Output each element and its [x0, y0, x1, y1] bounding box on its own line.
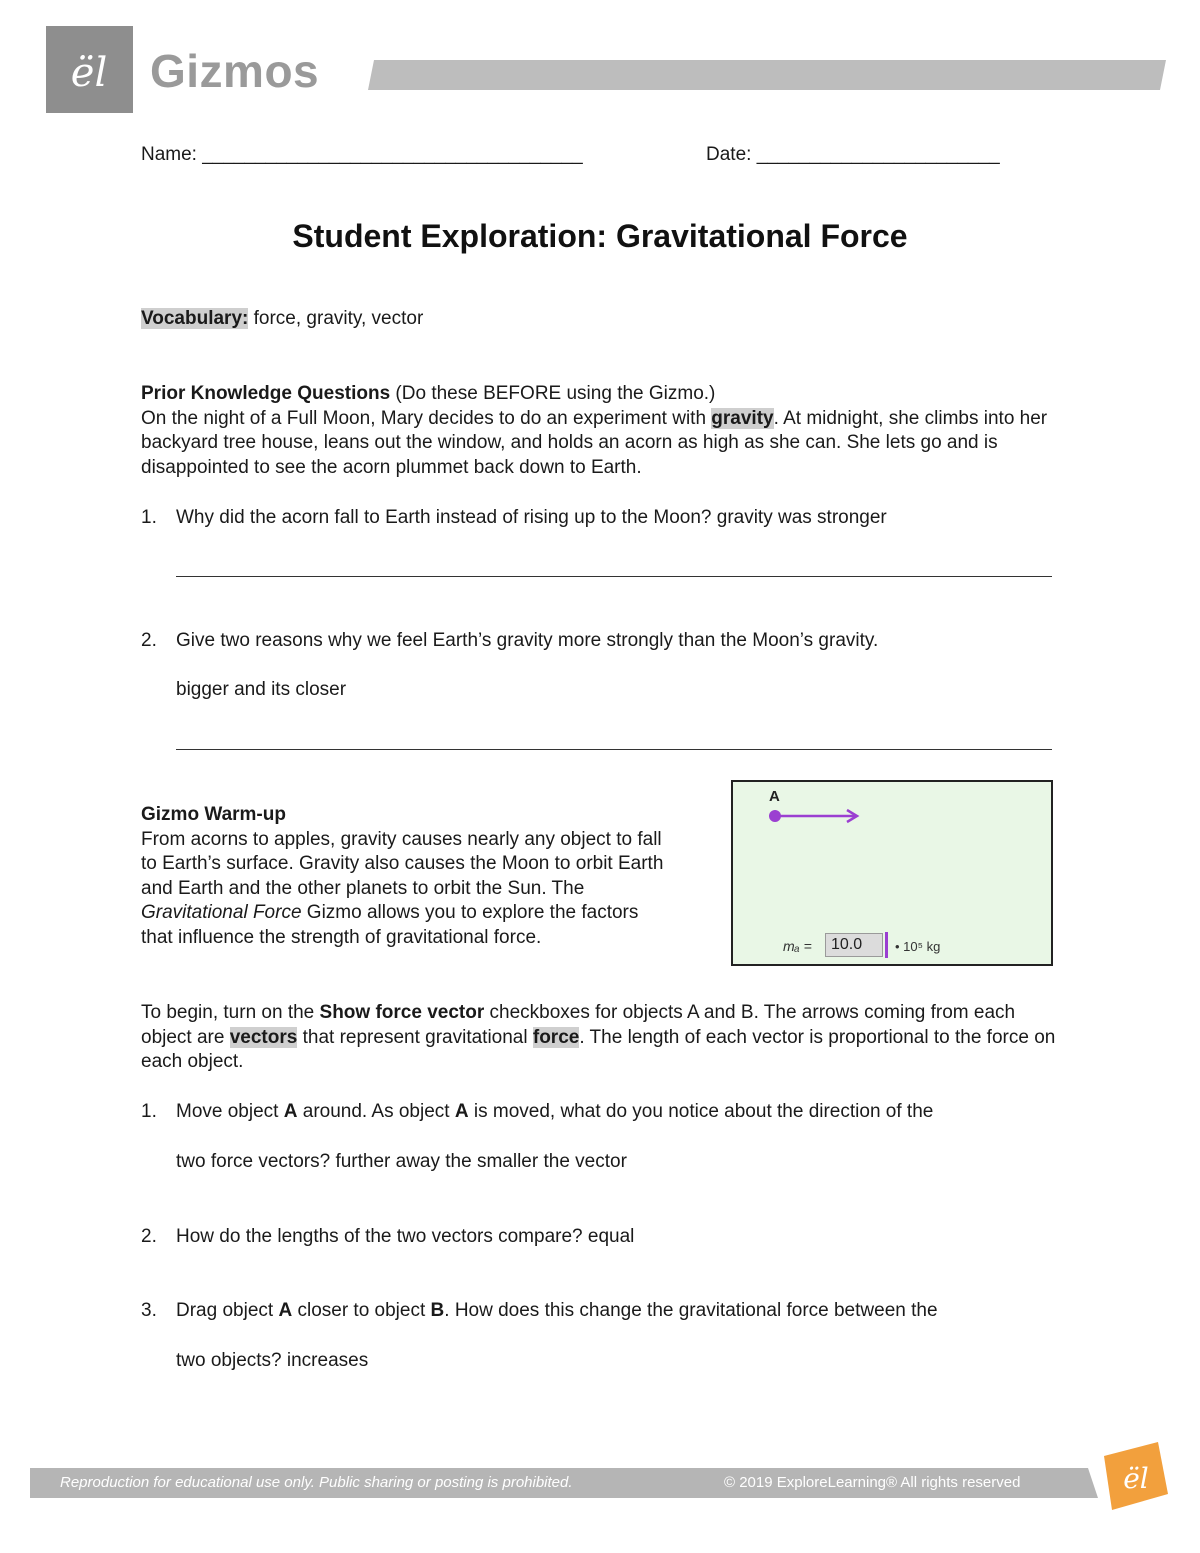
explorelearning-logo: [46, 26, 133, 113]
object-a-label: A: [769, 788, 780, 805]
wq3-pre: Drag object: [176, 1300, 279, 1321]
force-vector-arrow-icon: [767, 806, 863, 826]
warmup-question-2: How do the lengths of the two vectors compare? equal: [176, 1226, 635, 1247]
warmup-para-2: Gizmo allows you to explore the factors that influence the strength of gravitational force.: [141, 902, 639, 948]
begin-text-4: . The length of each vector is proportional to the force on each object.: [141, 1026, 1056, 1073]
date-field-label: Date: _______________________: [706, 144, 1000, 165]
prior-question-2-number: 2.: [141, 630, 157, 651]
vocabulary-line: [141, 307, 1061, 332]
mass-unit-label: • 10⁵ kg: [895, 939, 941, 954]
wq1-b2: A: [454, 1101, 469, 1122]
page-title: Student Exploration: Gravitational Force: [292, 218, 908, 254]
prior-question-2: Give two reasons why we feel Earth’s gravity more strongly than the Moon’s gravity.: [176, 630, 879, 651]
wq3-b2: B: [430, 1300, 445, 1321]
prior-para-1: On the night of a Full Moon, Mary decides to do an experiment with: [141, 407, 712, 429]
prior-knowledge-section: [141, 382, 1061, 480]
warmup-paragraph: [141, 828, 673, 951]
warmup-para-italic: Gravitational Force: [141, 902, 302, 924]
footer-logo-glyph: ël: [1123, 1462, 1149, 1495]
wq3-mid: closer to object: [292, 1300, 431, 1321]
mass-label: mₐ =: [783, 938, 812, 954]
begin-text-2: checkboxes for objects A and B. The arrows coming from each object are: [141, 1002, 1016, 1048]
logo-glyph: ël: [70, 50, 108, 96]
wq1-b1: A: [283, 1101, 298, 1122]
prior-heading-text: Prior Knowledge Questions: [141, 383, 391, 404]
warmup-question-1-line2: two force vectors? further away the smaller the vector: [176, 1151, 627, 1172]
mass-slider-handle[interactable]: [885, 932, 888, 958]
warmup-question-3: [176, 1299, 1056, 1324]
prior-question-1-number: 1.: [141, 507, 157, 528]
begin-bold-1: Show force vector: [319, 1002, 485, 1023]
header-bar: [368, 60, 1166, 90]
begin-text-1: To begin, turn on the: [141, 1002, 320, 1023]
begin-text-3: that represent gravitational: [297, 1026, 533, 1048]
prior-para-vocab: gravity: [711, 407, 774, 429]
prior-question-1: Why did the acorn fall to Earth instead of rising up to the Moon? gravity was stronger: [176, 507, 887, 528]
vocabulary-label: Vocabulary:: [141, 308, 249, 329]
el-footer-logo-icon: [1098, 1442, 1170, 1512]
wq1-pre: Move object: [176, 1101, 284, 1122]
begin-vocab-force: force: [532, 1026, 580, 1048]
el-logo-icon: [46, 26, 133, 113]
warmup-question-1-number: 1.: [141, 1101, 157, 1122]
prior-para-2: . At midnight, she climbs into her backyard tree house, leans out the window, and holds an acorn as high as she can. She lets go and is disappointed to see the acorn plummet back down to Earth.: [141, 407, 1048, 478]
warmup-section: [141, 803, 673, 951]
footer-copyright: © 2019 ExploreLearning® All rights reserved: [724, 1474, 1021, 1491]
wq3-b1: A: [278, 1300, 293, 1321]
begin-vocab-vectors: vectors: [229, 1026, 298, 1048]
answer-line: [176, 749, 1052, 750]
prior-knowledge-paragraph: [141, 407, 1061, 481]
warmup-para-1: From acorns to apples, gravity causes nearly any object to fall to Earth’s surface. Gravity also causes the Moon to orbit Earth and Earth and the other planets to orbit the Sun. The: [141, 828, 664, 899]
warmup-heading: Gizmo Warm-up: [141, 804, 286, 825]
footer-reproduction-notice: Reproduction for educational use only. Public sharing or posting is prohibited.: [60, 1474, 573, 1491]
warmup-question-3-line2: two objects? increases: [176, 1350, 369, 1371]
prior-heading-note: (Do these BEFORE using the Gizmo.): [390, 383, 716, 404]
begin-paragraph: [141, 1001, 1061, 1075]
warmup-question-3-number: 3.: [141, 1300, 157, 1321]
mass-input[interactable]: 10.0: [825, 933, 883, 957]
warmup-question-1: [176, 1100, 1056, 1125]
wq1-post: is moved, what do you notice about the direction of the: [468, 1101, 934, 1122]
answer-line: [176, 576, 1052, 577]
name-field-label: Name: ____________________________________: [141, 144, 583, 165]
vocabulary-terms: force, gravity, vector: [248, 308, 424, 329]
prior-knowledge-heading: [141, 382, 1061, 407]
gizmo-figure: [731, 780, 1053, 966]
wq1-mid: around. As object: [297, 1101, 455, 1122]
brand-name: Gizmos: [150, 45, 320, 97]
wq3-post: . How does this change the gravitational force between the: [444, 1300, 938, 1321]
prior-answer-2: bigger and its closer: [176, 679, 347, 700]
warmup-question-2-number: 2.: [141, 1226, 157, 1247]
